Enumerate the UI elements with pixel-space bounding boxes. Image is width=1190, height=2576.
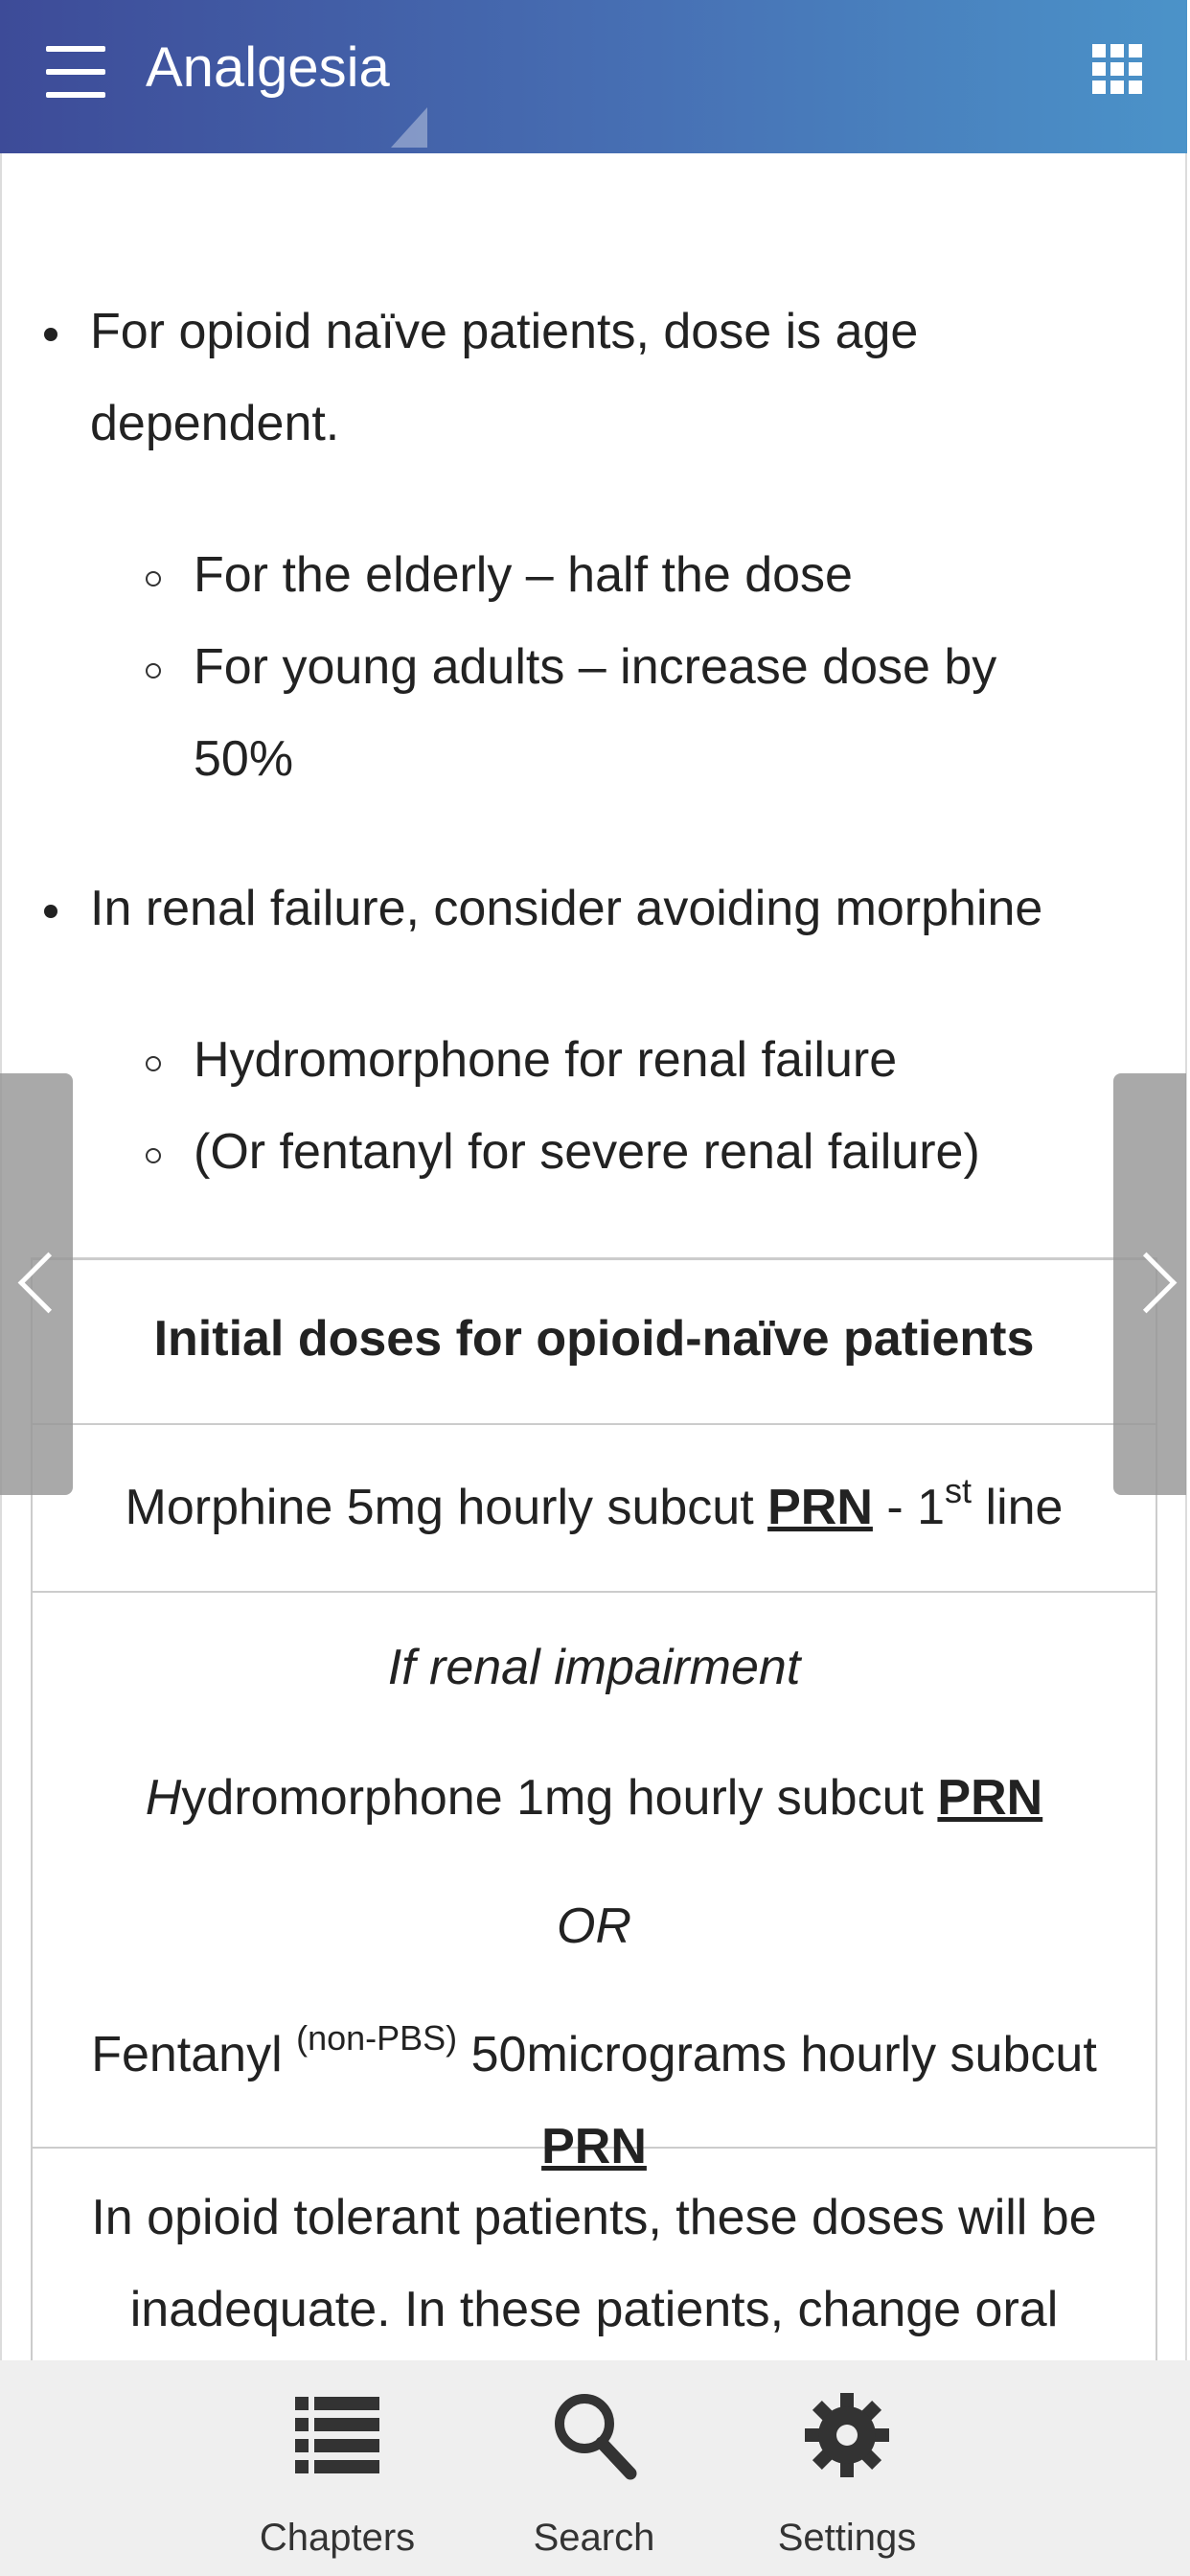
hydromorphone-dose-text <box>33 1752 1156 1844</box>
renal-impairment-label: If renal impairment <box>387 1640 801 1695</box>
gear-icon <box>803 2389 891 2481</box>
chevron-left-icon <box>18 1253 80 1314</box>
morphine-dose-text <box>33 1461 1156 1553</box>
bullet-text: In renal failure, consider avoiding morphine <box>90 881 1043 936</box>
line-text: line <box>972 1480 1064 1535</box>
sub-bullet-text: For the elderly – half the dose <box>194 547 853 603</box>
nav-settings-button[interactable] <box>732 2360 962 2576</box>
nav-search-button[interactable] <box>479 2360 709 2576</box>
app-header <box>0 0 1187 153</box>
hamburger-menu-icon[interactable] <box>38 36 115 113</box>
sub-bullet-text: For young adults – increase dose by <box>194 639 997 695</box>
bullet-text: dependent. <box>90 396 340 451</box>
table-heading: Initial doses for opioid-naïve patients <box>153 1311 1035 1367</box>
header-corner-marker <box>391 107 427 148</box>
prn-link[interactable]: PRN <box>767 1480 873 1535</box>
superscript: st <box>945 1471 973 1510</box>
superscript: (non-PBS) <box>296 2018 458 2058</box>
sub-bullet-text: (Or fentanyl for severe renal failure) <box>194 1124 980 1180</box>
sub-bullet-circle <box>146 1148 161 1163</box>
previous-page-button[interactable] <box>0 1073 73 1495</box>
hydro-text: ydromorphone 1mg hourly subcut <box>181 1770 938 1826</box>
or-label: OR <box>557 1898 631 1954</box>
bullet-text: For opioid naïve patients, dose is age <box>90 304 919 359</box>
sub-bullet-text: 50% <box>194 731 294 787</box>
tolerant-text: inadequate. In these patients, change oral <box>129 2282 1059 2337</box>
sub-bullet-circle <box>146 571 161 586</box>
fentanyl-text: 50micrograms hourly subcut <box>457 2027 1097 2082</box>
grid-apps-icon[interactable] <box>1088 40 1142 102</box>
tolerant-text: In opioid tolerant patients, these doses will be <box>91 2190 1097 2245</box>
fentanyl-text: Fentanyl <box>91 2027 297 2082</box>
sub-bullet-circle <box>146 1056 161 1071</box>
nav-chapters-button[interactable] <box>222 2360 452 2576</box>
table-row-renal <box>31 1593 1157 2174</box>
list-icon <box>293 2389 381 2481</box>
bullet-dot <box>44 328 57 341</box>
sub-bullet-text: Hydromorphone for renal failure <box>194 1032 898 1088</box>
dose-table <box>31 1257 1157 2360</box>
nav-search-label: Search <box>533 2517 655 2559</box>
prn-link[interactable]: PRN <box>541 2119 647 2174</box>
nav-chapters-label: Chapters <box>259 2517 416 2559</box>
table-header-row <box>31 1257 1157 1425</box>
search-icon <box>550 2389 638 2481</box>
line-text: - 1 <box>872 1480 946 1535</box>
nav-settings-label: Settings <box>777 2517 917 2559</box>
content-area[interactable] <box>0 153 1187 2360</box>
table-row-tolerant <box>31 2149 1157 2360</box>
next-page-button[interactable] <box>1113 1073 1186 1495</box>
bottom-nav-bar <box>0 2360 1190 2576</box>
chevron-right-icon <box>1116 1253 1178 1314</box>
table-row-morphine <box>31 1425 1157 1593</box>
page-title: Analgesia <box>146 36 390 99</box>
morphine-text: Morphine 5mg hourly subcut <box>125 1480 768 1535</box>
hydro-initial: H <box>145 1770 182 1826</box>
prn-link[interactable]: PRN <box>937 1770 1043 1826</box>
sub-bullet-circle <box>146 663 161 678</box>
bullet-dot <box>44 905 57 918</box>
